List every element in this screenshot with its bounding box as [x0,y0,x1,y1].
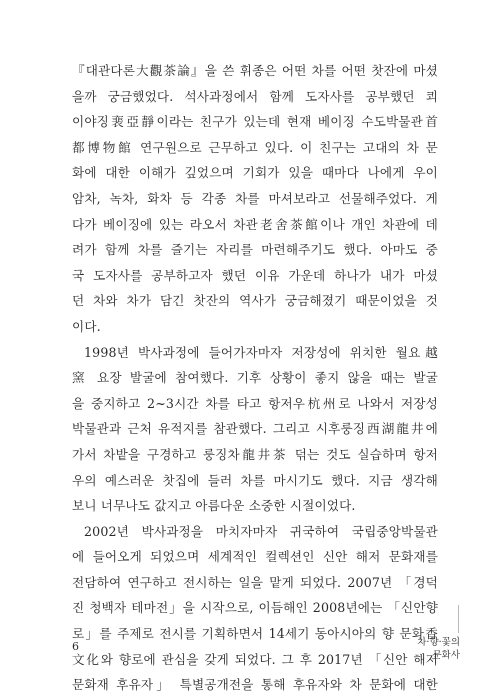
text-line: 전담하여 연구하고 전시하는 일을 맡게 되었다. 2007년 「경덕 [72,574,438,590]
text-line: 다가 베이징에 있는 라오서 차관老舍茶館이나 개인 차관에 데 [72,216,438,232]
running-head-line1: 차·향·꽃의 [417,637,460,648]
text-line: 이야징裵亞靜이라는 친구가 있는데 현재 베이징 수도박물관首 [72,114,438,130]
page-number: 6 [72,640,79,653]
text-line: 가서 차밭을 구경하고 룽징차龍井茶 덖는 것도 실습하며 항저 [72,446,438,462]
text-line: 『대관다론大觀茶論』을 쓴 휘종은 어떤 차를 어떤 찻잔에 마셨 [72,63,438,78]
text-line: 로」를 주제로 전시를 기획하면서 14세기 동아시아의 향 문화香 [72,626,438,642]
text-line: 국 도자사를 공부하고자 했던 이유 가운데 하나가 내가 마셨 [72,267,438,283]
text-line: 都博物館 연구원으로 근무하고 있다. 이 친구는 고대의 차 문 [72,139,438,155]
running-head [417,636,460,662]
text-line: 窯 요장 발굴에 참여했다. 기후 상황이 좋지 않을 때는 발굴 [72,370,438,386]
text-line: 문화재 후유자」 특별공개전을 통해 후유자와 차 문화에 대한 [72,677,438,693]
text-line: 이다. [72,318,101,334]
running-head-rule [458,605,459,633]
body-text [72,58,438,698]
text-line: 박물관과 근처 유적지를 참관했다. 그리고 시후룽징西湖龍井에 [72,421,438,437]
text-line: 진 청백자 테마전」을 시작으로, 이듬해인 2008년에는 「신안향 [72,600,438,616]
text-line: 에 들어오게 되었으며 세계적인 컬렉션인 신안 해저 문화재를 [72,549,438,565]
text-line: 던 차와 차가 담긴 찻잔의 역사가 궁금해졌기 때문이었을 것 [72,293,438,309]
text-line: 화에 대한 이해가 깊었으며 기회가 있을 때마다 나에게 우이 [72,165,438,181]
text-line: 文化와 향로에 관심을 갖게 되었다. 그 후 2017년 「신안 해저 [72,651,438,667]
text-line: 암차, 녹차, 화차 등 각종 차를 마셔보라고 선물해주었다. 게 [72,190,438,206]
running-head-line2: 문화사 [432,650,460,661]
text-line: 우의 예스러운 찻집에 들러 차를 마시기도 했다. 지금 생각해 [72,472,438,488]
text-line: 려가 함께 차를 즐기는 자리를 마련해주기도 했다. 아마도 중 [72,242,438,258]
text-line: 을 중지하고 2~3시간 차를 타고 항저우杭州로 나와서 저장성 [72,395,438,411]
text-line: 을까 궁금했었다. 석사과정에서 함께 도자사를 공부했던 쾨 [72,88,438,104]
text-line: 보니 너무나도 값지고 아름다운 소중한 시절이었다. [72,498,356,514]
text-line: 2002년 박사과정을 마치자마자 귀국하여 국립중앙박물관 [84,523,438,539]
text-line: 1998년 박사과정에 들어가자마자 저장성에 위치한 월요越 [84,344,438,360]
